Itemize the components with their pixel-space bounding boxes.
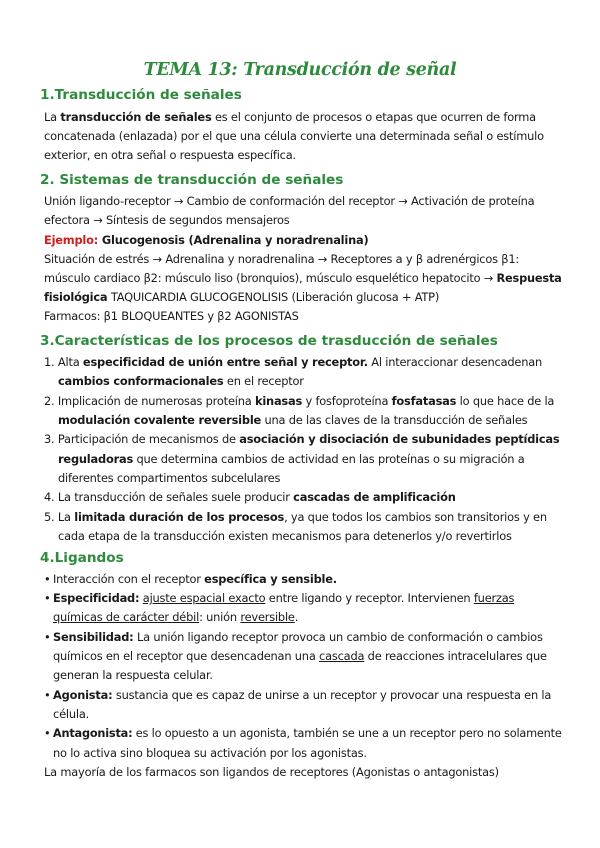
s2-line-5: músculo cardiaco β2: músculo liso (bronquios), músculo esquelético hepatocito → Respuesta (44, 271, 562, 285)
s2-line-7: Farmacos: β1 BLOQUEANTES y β2 AGONISTAS (44, 309, 299, 323)
s4-bullet-3-cont: químicos en el receptor que desencadenan una cascada de reacciones intracelulares que (53, 649, 547, 663)
s4-bullet-3-cont-2: generan la respuesta celular. (53, 668, 213, 682)
s2-example: Ejemplo: Glucogenosis (Adrenalina y noradrenalina) (44, 233, 369, 247)
s2-line-1: Unión ligando-receptor → Cambio de conformación del receptor → Activación de proteína (44, 194, 535, 208)
s3-item-3: 3. Participación de mecanismos de asociación y disociación de subunidades peptídicas (44, 432, 560, 446)
s3-item-5: 5. La limitada duración de los procesos, ya que todos los cambios son transitorios y en (44, 510, 547, 524)
s3-item-1: 1. Alta especificidad de unión entre señal y receptor. Al interaccionar desencadenan (44, 355, 543, 369)
s3-item-2: 2. Implicación de numerosas proteína kinasas y fosfoproteína fosfatasas lo que hace de la (44, 394, 555, 408)
section-2-heading: 2. Sistemas de transducción de señales (40, 172, 344, 188)
s4-closing-line: La mayoría de los farmacos son ligandos de receptores (Agonistas o antagonistas) (44, 765, 499, 779)
s4-bullet-2-cont: químicas de carácter débil: unión reversible. (53, 610, 299, 624)
s4-bullet-4: • Agonista: sustancia que es capaz de unirse a un receptor y provocar una respuesta en la (44, 688, 552, 702)
s4-bullet-4-cont: célula. (53, 707, 90, 721)
section-3-heading: 3.Características de los procesos de trasducción de señales (40, 333, 498, 349)
section-1-heading: 1.Transducción de señales (40, 87, 242, 103)
page-title: TEMA 13: Transducción de señal (143, 60, 457, 80)
s4-bullet-3: • Sensibilidad: La unión ligando receptor provoca un cambio de conformación o cambios (44, 630, 543, 644)
s4-bullet-1: • Interacción con el receptor específica y sensible. (44, 572, 337, 586)
s2-line-6: fisiológica TAQUICARDIA GLUCOGENOLISIS (Liberación glucosa + ATP) (44, 290, 440, 304)
s1-line-2: concatenada (enlazada) por el que una célula convierte una determinada señal o estímulo (44, 129, 544, 143)
s3-item-2-cont: modulación covalente reversible una de las claves de la transducción de señales (58, 413, 528, 427)
s3-item-5-cont: cada etapa de la transducción existen mecanismos para detenerlos y/o revertirlos (58, 529, 512, 543)
section-4-heading: 4.Ligandos (40, 550, 124, 566)
s2-line-2: efectora → Síntesis de segundos mensajeros (44, 213, 290, 227)
s3-item-1-cont: cambios conformacionales en el receptor (58, 374, 304, 388)
s4-bullet-5-cont: no lo activa sino bloquea su activación por los agonistas. (53, 746, 367, 760)
s3-item-3-cont-2: diferentes compartimentos subcelulares (58, 471, 281, 485)
s3-item-3-cont: reguladoras que determina cambios de actividad en las proteínas o su migración a (58, 452, 525, 466)
s4-bullet-2: • Especificidad: ajuste espacial exacto entre ligando y receptor. Intervienen fuerzas (44, 591, 515, 605)
s1-line-3: exterior, en otra señal o respuesta específica. (44, 148, 296, 162)
s3-item-4: 4. La transducción de señales suele producir cascadas de amplificación (44, 490, 456, 504)
s1-line-1: La transducción de señales es el conjunto de procesos o etapas que ocurren de forma (44, 110, 536, 124)
s4-bullet-5: • Antagonista: es lo opuesto a un agonista, también se une a un receptor pero no solamente (44, 726, 562, 740)
s2-line-4: Situación de estrés → Adrenalina y noradrenalina → Receptores a y β adrenérgicos β1: (44, 252, 520, 266)
